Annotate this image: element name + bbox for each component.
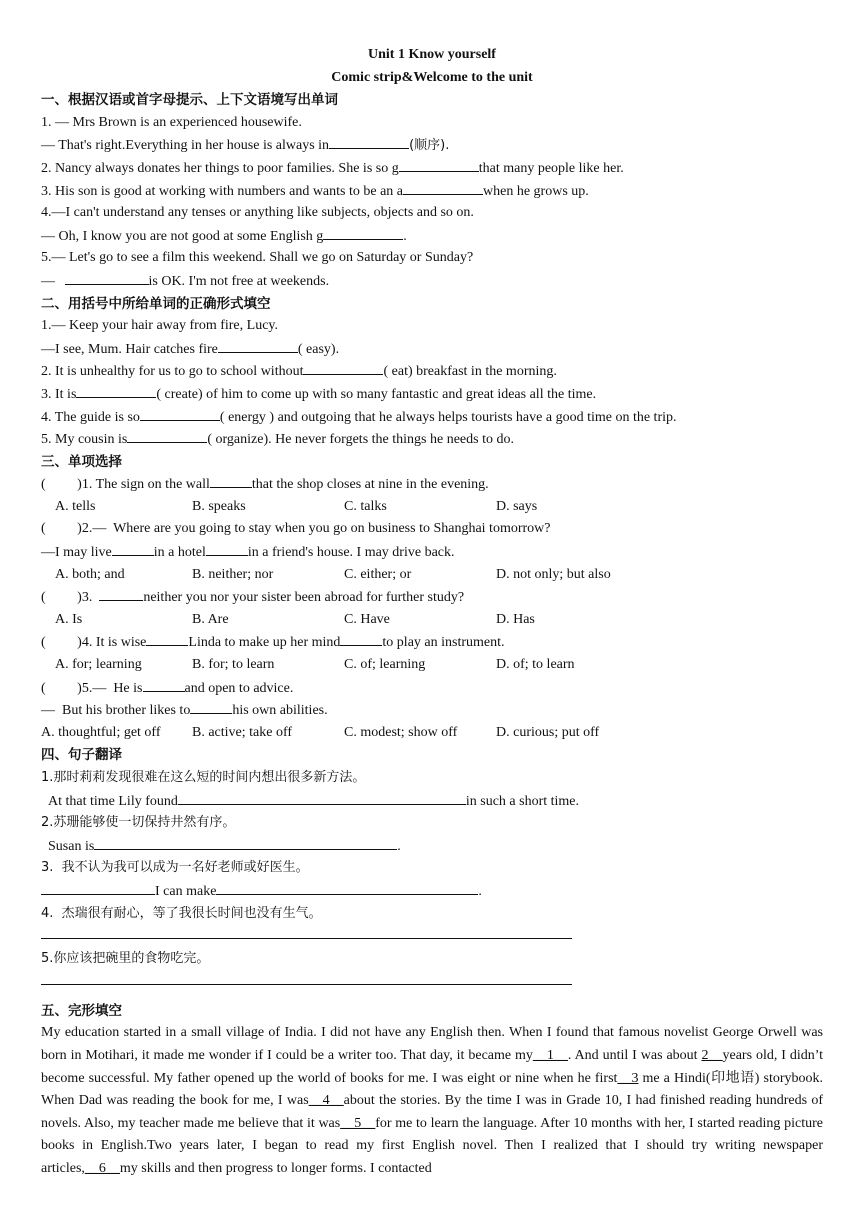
q4-stem: ( )4. It is wise Linda to make up her mind to play an instrument. [41, 631, 823, 654]
section-3-heading: 三、单项选择 [41, 453, 122, 470]
answer-blank[interactable] [210, 473, 252, 488]
option-c[interactable]: C. of; learning [344, 657, 426, 673]
answer-blank[interactable] [112, 541, 154, 556]
option-b[interactable]: B. for; to learn [192, 657, 275, 673]
s1-line-4: 3. His son is good at working with numbers and wants to be an a when he grows up. [41, 180, 823, 203]
s2-line-6: 5. My cousin is ( organize). He never forgets the things he needs to do. [41, 428, 823, 451]
cloze-blank-3[interactable]: __3 [617, 1070, 639, 1086]
q1-stem: ( )1. The sign on the wall that the shop closes at nine in the evening. [41, 473, 823, 496]
option-a[interactable]: A. both; and [55, 566, 125, 582]
option-a[interactable]: A. Is [55, 611, 83, 627]
s1-line-2: — That's right.Everything in her house is always in (顺序). [41, 134, 823, 157]
q3-options [41, 609, 823, 632]
cloze-blank-1[interactable]: __1__ [532, 1047, 568, 1063]
s1-line-1: 1. — Mrs Brown is an experienced housewife. [41, 114, 302, 130]
answer-blank[interactable] [399, 157, 479, 172]
cloze-passage: My education started in a small village of India. I did not have any English then. When I found that famous novelist George Orwell was born in Motihari, it made me wonder if I could be a writer too. That day, it became my__1__. And until I was about 2__years old, I didn’t become successful. My father opened up the world of books for me. I was eight or nine when he first__3 me a Hindi(印地语) storybook. When Dad was reading the book for me, I was__4__about the stories. By the time I was in Grade 10, I had finished reading hundreds of novels. Also, my teacher made me believe that it was__5__for me to learn the language. After 10 months with her, I started reading picture books in English.Two years later, I began to read my first English novel. Then I realized that I should try writing newspaper articles,__6__my skills and then progress to longer forms. I contacted [41, 1025, 824, 1176]
cloze-blank-4[interactable]: __4__ [308, 1093, 344, 1109]
translate-1-english: At that time Lily found in such a short time. [41, 790, 823, 813]
answer-blank[interactable] [178, 790, 466, 805]
option-b[interactable]: B. active; take off [192, 724, 293, 740]
translate-2-english: Susan is . [41, 835, 823, 858]
answer-blank[interactable] [216, 880, 478, 895]
q2-options [41, 564, 823, 587]
option-b[interactable]: B. Are [192, 611, 229, 627]
option-d[interactable]: D. of; to learn [496, 657, 575, 673]
s2-line-4: 3. It is ( create) of him to come up with so many fantastic and great ideas all the time. [41, 383, 823, 406]
answer-blank[interactable] [99, 586, 143, 601]
answer-blank[interactable] [190, 699, 232, 714]
translate-3-chinese: 3. 我不认为我可以成为一名好老师或好医生。 [41, 860, 309, 876]
translate-1-chinese: 1.那时莉莉发现很难在这么短的时间内想出很多新方法。 [41, 770, 366, 785]
option-c[interactable]: C. talks [344, 498, 387, 514]
s1-line-7: 5.— Let's go to see a film this weekend. Shall we go on Saturday or Sunday? [41, 250, 474, 266]
s2-line-2: —I see, Mum. Hair catches fire ( easy). [41, 338, 823, 361]
s2-line-3: 2. It is unhealthy for us to go to school without ( eat) breakfast in the morning. [41, 360, 823, 383]
answer-blank[interactable] [329, 134, 409, 149]
q5-stem: ( )5.— He is and open to advice. [41, 677, 823, 700]
answer-line[interactable] [41, 937, 572, 939]
answer-blank[interactable] [340, 631, 382, 646]
cloze-blank-6[interactable]: __6__ [84, 1160, 120, 1176]
answer-blank[interactable] [303, 360, 383, 375]
answer-blank[interactable] [94, 835, 397, 850]
translate-4-chinese: 4. 杰瑞很有耐心，等了我很长时间也没有生气。 [41, 905, 322, 921]
answer-blank[interactable] [206, 541, 248, 556]
q1-options [41, 496, 823, 519]
option-a[interactable]: A. for; learning [55, 657, 142, 673]
s1-line-3: 2. Nancy always donates her things to poor families. She is so g that many people like her. [41, 157, 823, 180]
answer-blank[interactable] [65, 270, 149, 285]
answer-blank[interactable] [403, 180, 483, 195]
cloze-blank-2[interactable]: 2__ [701, 1047, 723, 1063]
q3-stem: ( )3. neither you nor your sister been abroad for further study? [41, 586, 823, 609]
option-b[interactable]: B. neither; nor [192, 566, 274, 582]
q4-options [41, 654, 823, 677]
s1-line-8: — is OK. I'm not free at weekends. [41, 270, 823, 293]
cloze-blank-5[interactable]: __5__ [340, 1115, 376, 1131]
section-4-heading: 四、句子翻译 [41, 747, 122, 764]
option-c[interactable]: C. modest; show off [344, 724, 458, 740]
translate-2-chinese: 2.苏珊能够使一切保持井然有序。 [41, 815, 236, 831]
answer-blank[interactable] [140, 406, 220, 421]
q2-response: —I may live in a hotel in a friend's house. I may drive back. [41, 541, 823, 564]
answer-blank[interactable] [218, 338, 298, 353]
option-d[interactable]: D. curious; put off [496, 724, 600, 740]
s1-line-5: 4.—I can't understand any tenses or anything like subjects, objects and so on. [41, 205, 474, 221]
option-c[interactable]: C. either; or [344, 566, 412, 582]
answer-blank[interactable] [41, 880, 155, 895]
q5-response: — But his brother likes to his own abilities. [41, 699, 823, 722]
section-2-heading: 二、用括号中所给单词的正确形式填空 [41, 295, 271, 312]
answer-blank[interactable] [127, 428, 207, 443]
option-d[interactable]: D. says [496, 498, 538, 514]
translate-5-chinese: 5.你应该把碗里的食物吃完。 [41, 951, 210, 967]
option-a[interactable]: A. tells [55, 498, 96, 514]
option-b[interactable]: B. speaks [192, 498, 246, 514]
section-5-heading: 五、完形填空 [41, 1002, 122, 1019]
option-d[interactable]: D. Has [496, 611, 535, 627]
option-a[interactable]: A. thoughtful; get off [41, 724, 161, 740]
worksheet-page [41, 44, 823, 1181]
option-d[interactable]: D. not only; but also [496, 566, 611, 582]
s1-line-6: — Oh, I know you are not good at some English g . [41, 225, 823, 248]
translate-3-english: I can make . [41, 880, 823, 903]
answer-blank[interactable] [323, 225, 403, 240]
q5-options [41, 722, 823, 745]
answer-blank[interactable] [146, 631, 188, 646]
s2-line-1: 1.— Keep your hair away from fire, Lucy. [41, 318, 279, 334]
page-title: Unit 1 Know yourself [368, 47, 496, 62]
page-subtitle: Comic strip&Welcome to the unit [331, 69, 533, 85]
answer-line[interactable] [41, 983, 572, 985]
section-1-heading: 一、根据汉语或首字母提示、上下文语境写出单词 [41, 92, 338, 109]
s2-line-5: 4. The guide is so ( energy ) and outgoing that he always helps tourists have a good time on the trip. [41, 406, 823, 429]
answer-blank[interactable] [143, 677, 185, 692]
option-c[interactable]: C. Have [344, 611, 390, 627]
q2-stem: ( )2.— Where are you going to stay when you go on business to Shanghai tomorrow? [41, 521, 551, 537]
answer-blank[interactable] [76, 383, 156, 398]
